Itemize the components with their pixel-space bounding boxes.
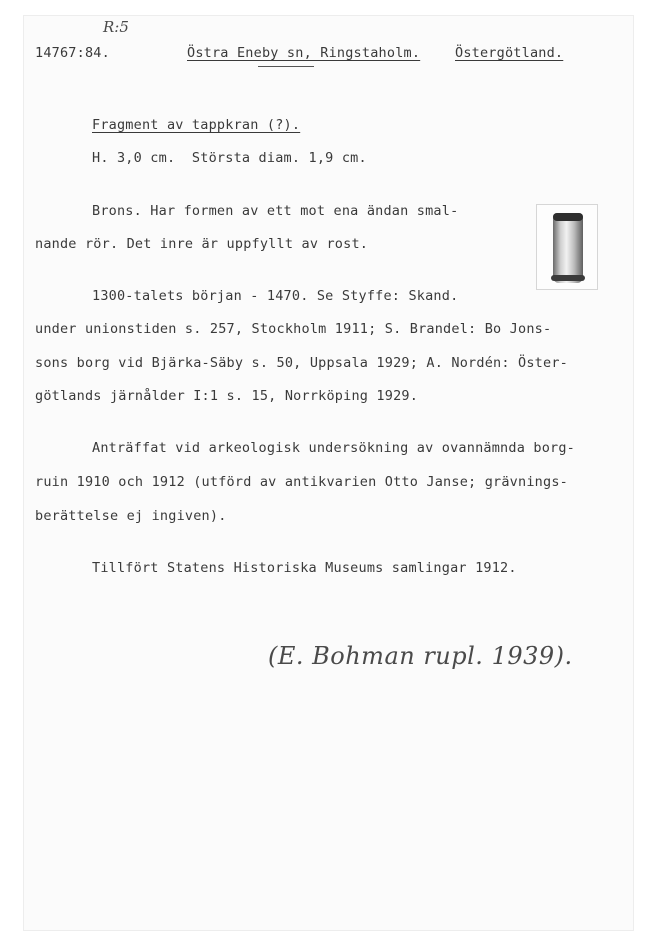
object-dimensions: H. 3,0 cm. Största diam. 1,9 cm.: [92, 150, 367, 166]
artifact-photo: [536, 204, 598, 290]
acquisition-note: Tillfört Statens Historiska Museums samlingar 1912.: [92, 560, 517, 576]
find-location: Östra Eneby sn, Ringstaholm.: [187, 45, 421, 61]
find-line-1: Anträffat vid arkeologisk undersökning av ovannämnda borg-: [92, 440, 576, 456]
object-title: Fragment av tappkran (?).: [92, 117, 301, 133]
artifact-body: [553, 213, 583, 283]
find-line-3: berättelse ej ingiven).: [35, 508, 227, 524]
dating-line-3: sons borg vid Bjärka-Säby s. 50, Uppsala 1929; A. Nordén: Öster-: [35, 355, 568, 371]
handwritten-underline: [258, 66, 314, 67]
description-line-2: nande rör. Det inre är uppfyllt av rost.: [35, 236, 369, 252]
signature: (E. Bohman rupl. 1939).: [268, 642, 573, 670]
handwritten-mark: R:5: [103, 18, 129, 36]
find-line-2: ruin 1910 och 1912 (utförd av antikvarien Otto Janse; grävnings-: [35, 474, 568, 490]
dating-line-1: 1300-talets början - 1470. Se Styffe: Skand.: [92, 288, 459, 304]
artifact-rim: [553, 213, 583, 221]
description-line-1: Brons. Har formen av ett mot ena ändan smal-: [92, 203, 459, 219]
inventory-number: 14767:84.: [35, 45, 110, 61]
find-region: Östergötland.: [455, 45, 564, 61]
artifact-base: [551, 275, 585, 281]
dating-line-2: under unionstiden s. 257, Stockholm 1911; S. Brandel: Bo Jons-: [35, 321, 552, 337]
dating-line-4: götlands järnålder I:1 s. 15, Norrköping 1929.: [35, 388, 419, 404]
